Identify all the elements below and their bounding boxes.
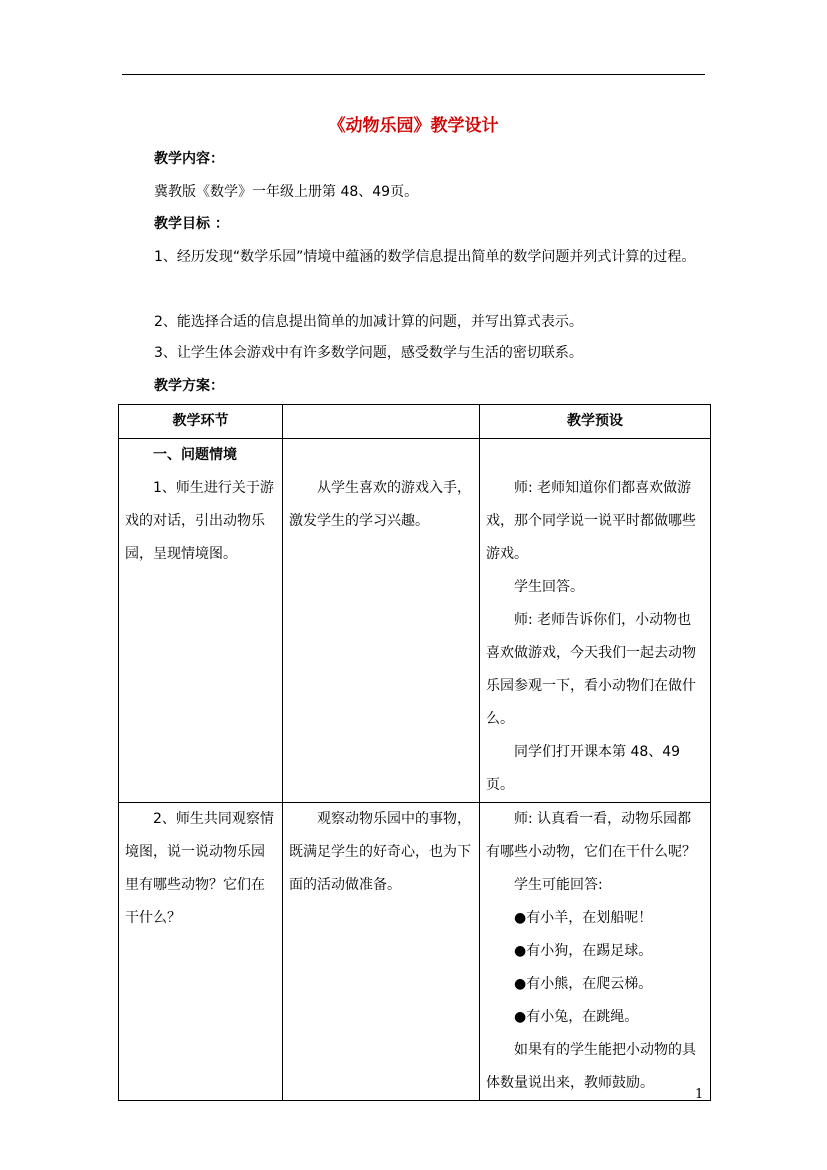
goal-item-1: 1、经历发现“数学乐园”情境中蕴涵的数学信息提出简单的数学问题并列式计算的过程。 (154, 249, 696, 265)
stage-heading: 一、问题情境 (153, 447, 237, 463)
plan-heading: 教学方案： (154, 378, 224, 394)
preset-text: 师: 老师告诉你们，小动物也喜欢做游戏，今天我们一起去动物乐园参观一下，看小动物们在做什么。 (486, 612, 696, 727)
document-title: 《动物乐园》教学设计 (328, 116, 499, 136)
table-header-row (119, 405, 711, 439)
preset-text: 同学们打开课本第 48、49页。 (486, 744, 681, 793)
goals-heading: 教学目标 ： (154, 216, 229, 232)
purpose-text: 观察动物乐园中的事物，既满足学生的好奇心，也为下面的活动做准备。 (289, 811, 471, 893)
table-row (119, 803, 711, 1101)
content-heading: 教学内容： (154, 151, 224, 167)
purpose-text: 从学生喜欢的游戏入手，激发学生的学习兴趣。 (289, 480, 471, 529)
preset-text: 如果有的学生能把小动物的具体数量说出来，教师鼓励。 (486, 1042, 696, 1091)
preset-text: 学生可能回答: (514, 877, 603, 893)
header-cell-blank (283, 405, 480, 439)
stage-cell (119, 439, 283, 803)
bullet-answer: ●有小狗，在踢足球。 (514, 943, 653, 959)
table-row (119, 439, 711, 803)
bullet-answer: ●有小熊，在爬云梯。 (514, 976, 653, 992)
header-cell-preset: 教学预设 (480, 405, 711, 439)
goal-item-2: 2、能选择合适的信息提出简单的加减计算的问题，并写出算式表示。 (154, 314, 583, 330)
header-cell-stage: 教学环节 (119, 405, 283, 439)
content-text: 冀教版《数学》一年级上册第 48、49页。 (154, 184, 419, 200)
preset-text: 师: 认真看一看，动物乐园都有哪些小动物，它们在干什么呢？ (486, 811, 696, 860)
purpose-cell (283, 803, 480, 1101)
preset-cell (480, 439, 711, 803)
header-rule (122, 74, 705, 75)
bullet-answer: ●有小羊，在划船呢！ (514, 910, 653, 926)
page-number: 1 (695, 1087, 704, 1102)
preset-cell (480, 803, 711, 1101)
preset-text: 学生回答。 (514, 579, 584, 595)
purpose-cell (283, 439, 480, 803)
teaching-plan-table (118, 404, 711, 1101)
stage-step: 2、师生共同观察情境图，说一说动物乐园里有哪些动物？它们在干什么？ (125, 811, 274, 926)
stage-cell (119, 803, 283, 1101)
goal-item-3: 3、让学生体会游戏中有许多数学问题，感受数学与生活的密切联系。 (154, 345, 583, 361)
stage-step: 1、师生进行关于游戏的对话，引出动物乐园，呈现情境图。 (125, 480, 274, 562)
bullet-answer: ●有小兔，在跳绳。 (514, 1009, 639, 1025)
preset-text: 师: 老师知道你们都喜欢做游戏，那个同学说一说平时都做哪些游戏。 (486, 480, 696, 562)
